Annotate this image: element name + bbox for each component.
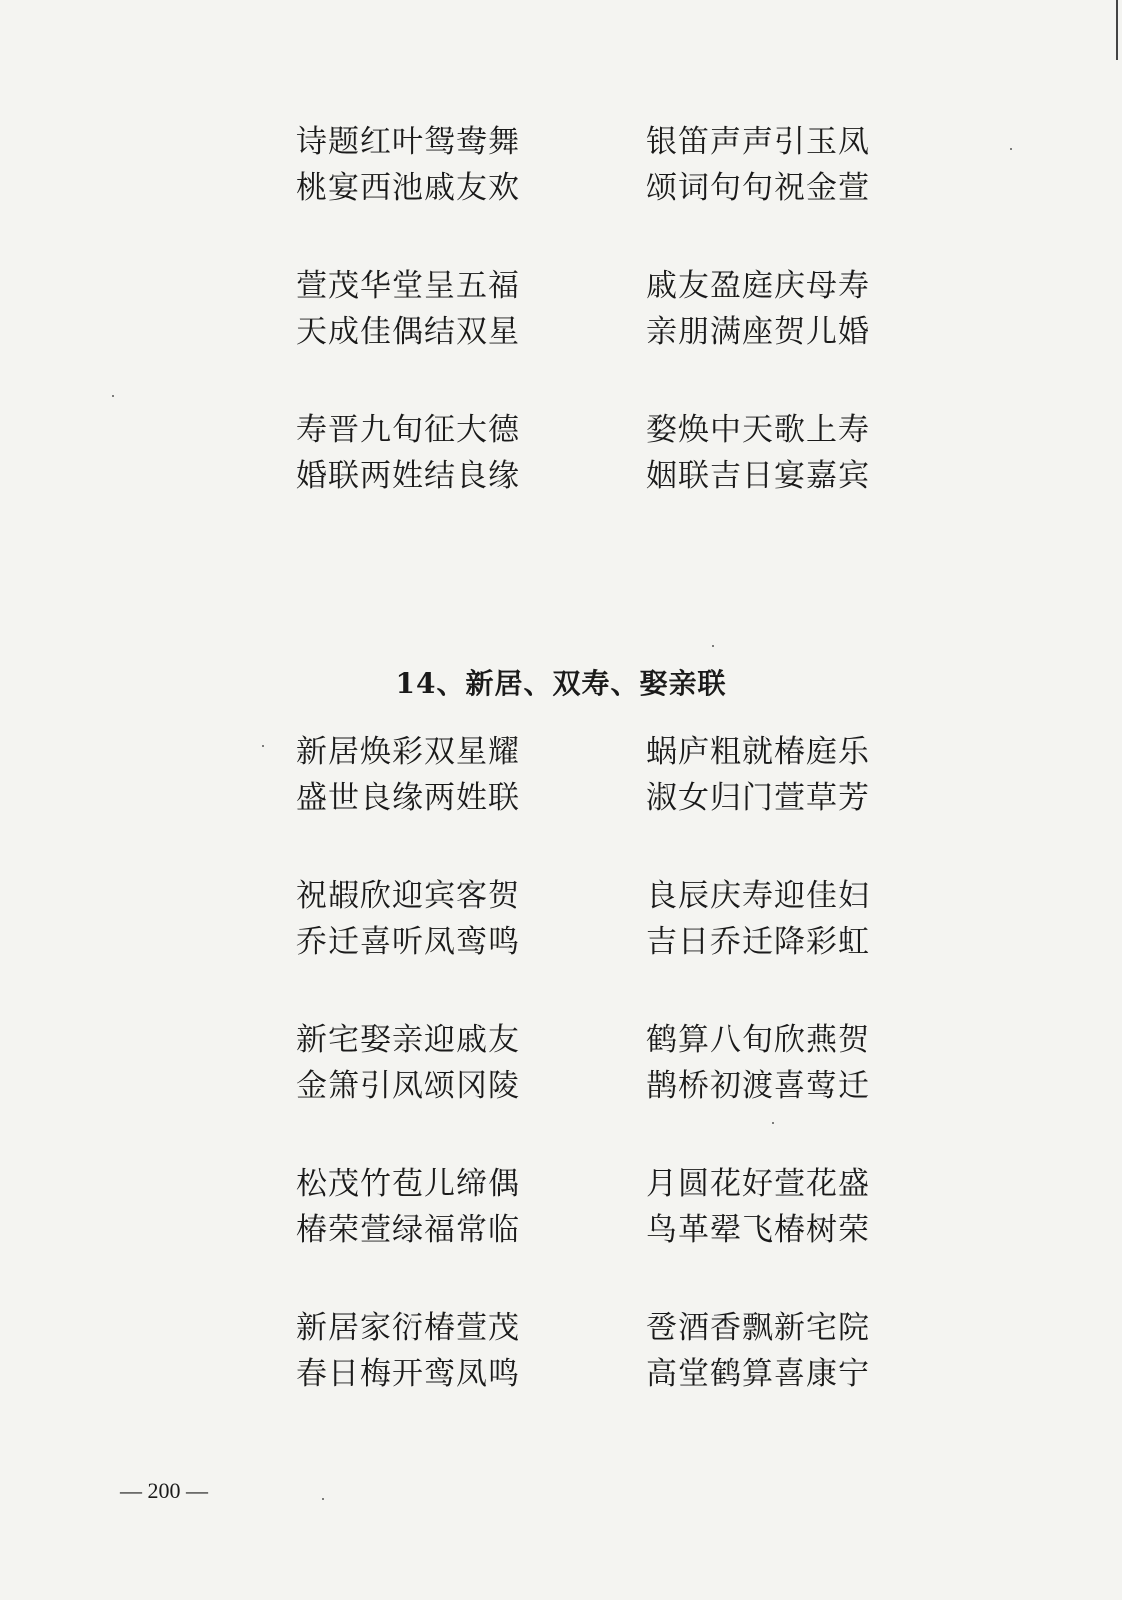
couplet-pair — [0, 266, 1122, 376]
couplet-line: 颂词句句祝金萱 — [646, 170, 870, 206]
couplet-line: 高堂鹤算喜康宁 — [646, 1356, 870, 1392]
couplet-line: 戚友盈庭庆母寿 — [646, 268, 870, 304]
scan-speck — [1010, 148, 1012, 150]
couplet-line: 新居家衍椿萱茂 — [296, 1310, 520, 1346]
couplet-line: 鸟革翚飞椿树荣 — [646, 1212, 870, 1248]
couplet-line: 姻联吉日宴嘉宾 — [646, 458, 870, 494]
couplet-line: 新居焕彩双星耀 — [296, 734, 520, 770]
couplet-line: 桃宴西池戚友欢 — [296, 170, 520, 206]
couplet-line: 松茂竹苞儿缔偶 — [296, 1166, 520, 1202]
couplet-pair — [0, 732, 1122, 842]
couplet-line: 月圆花好萱花盛 — [646, 1166, 870, 1202]
couplet-line: 银笛声声引玉凤 — [646, 124, 870, 160]
couplet-line: 卺酒香飘新宅院 — [646, 1310, 870, 1346]
couplet-line: 鹤算八旬欣燕贺 — [646, 1022, 870, 1058]
scan-speck — [772, 1122, 774, 1124]
scan-speck — [112, 395, 114, 397]
couplet-line: 良辰庆寿迎佳妇 — [646, 878, 870, 914]
couplet-pair — [0, 1020, 1122, 1130]
scan-speck — [262, 745, 264, 747]
couplet-line: 亲朋满座贺儿婚 — [646, 314, 870, 350]
section-heading: 14、新居、双寿、娶亲联 — [395, 667, 727, 700]
couplet-line: 乔迁喜听凤鸾鸣 — [296, 924, 520, 960]
couplet-line: 婺焕中天歌上寿 — [646, 412, 870, 448]
couplet-line: 新宅娶亲迎戚友 — [296, 1022, 520, 1058]
couplet-pair — [0, 122, 1122, 232]
scan-speck — [712, 645, 714, 647]
couplet-line: 鹊桥初渡喜莺迁 — [646, 1068, 870, 1104]
couplet-line: 寿晋九旬征大德 — [296, 412, 520, 448]
couplet-line: 萱茂华堂呈五福 — [296, 268, 520, 304]
couplet-line: 吉日乔迁降彩虹 — [646, 924, 870, 960]
couplet-pair — [0, 1164, 1122, 1274]
couplet-line: 金箫引凤颂冈陵 — [296, 1068, 520, 1104]
couplet-line: 蜗庐粗就椿庭乐 — [646, 734, 870, 770]
couplet-line: 盛世良缘两姓联 — [296, 780, 520, 816]
couplet-line: 椿荣萱绿福常临 — [296, 1212, 520, 1248]
couplet-line: 婚联两姓结良缘 — [296, 458, 520, 494]
scan-speck — [322, 1498, 324, 1500]
couplet-pair — [0, 410, 1122, 520]
page-number: — 200 — — [120, 1478, 208, 1503]
couplet-pair — [0, 876, 1122, 986]
couplet-line: 诗题红叶鸳鸯舞 — [296, 124, 520, 160]
couplet-pair — [0, 1308, 1122, 1418]
couplet-line: 春日梅开鸾凤鸣 — [296, 1356, 520, 1392]
scan-edge-mark — [1116, 0, 1118, 60]
couplet-line: 祝嘏欣迎宾客贺 — [296, 878, 520, 914]
couplet-line: 淑女归门萱草芳 — [646, 780, 870, 816]
couplet-line: 天成佳偶结双星 — [296, 314, 520, 350]
